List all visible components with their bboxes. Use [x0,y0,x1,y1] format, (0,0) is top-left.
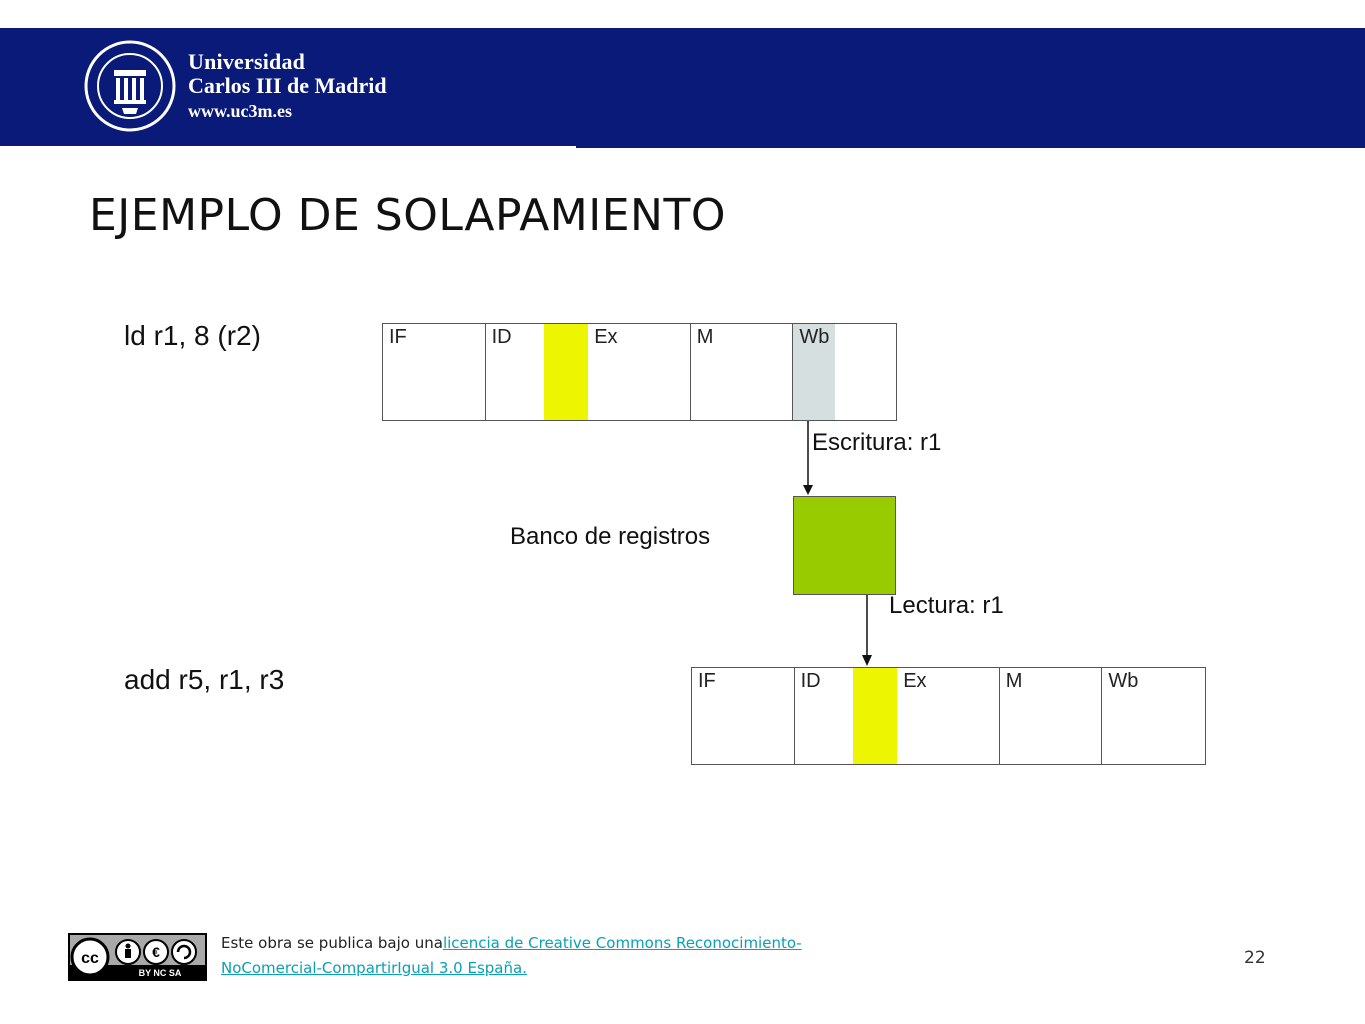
license-link-line-1[interactable]: licencia de Creative Commons Reconocimiento- [442,934,802,952]
cc-by-nc-sa-icon [70,935,205,979]
stage-label: Ex [903,670,927,692]
brand-line-2: Carlos III de Madrid [188,73,387,98]
stage-label: ID [800,670,821,692]
license-link-line-2[interactable]: NoComercial-CompartirIgual 3.0 España. [221,959,527,977]
svg-text:€: € [152,944,160,960]
stage-label: IF [389,326,407,348]
read-label: Lectura: r1 [889,592,1004,619]
stage-label: Wb [1108,670,1139,692]
brand-url: www.uc3m.es [188,101,292,121]
read-arrow [862,595,872,666]
register-bank-label: Banco de registros [510,523,711,550]
stage-label: IF [698,670,716,692]
instruction-ld: ld r1, 8 (r2) [124,320,261,351]
stage-label: M [696,326,714,348]
slide-title: EJEMPLO DE SOLAPAMIENTO [89,190,726,241]
cc-badge-label: BY NC SA [138,968,182,978]
stage-label: ID [491,326,512,348]
write-arrow [803,421,813,495]
license-prefix: Este obra se publica bajo una [221,934,443,952]
stage-label: Wb [799,326,830,348]
license-notice [221,931,802,981]
stage-label: M [1005,670,1023,692]
page-number: 22 [1244,948,1266,968]
instruction-add: add r5, r1, r3 [124,664,285,695]
write-label: Escritura: r1 [812,429,942,456]
brand-line-1: Universidad [188,49,306,74]
stage-label: Ex [594,326,618,348]
svg-text:cc: cc [81,950,99,967]
creative-commons-badge[interactable] [68,933,207,981]
